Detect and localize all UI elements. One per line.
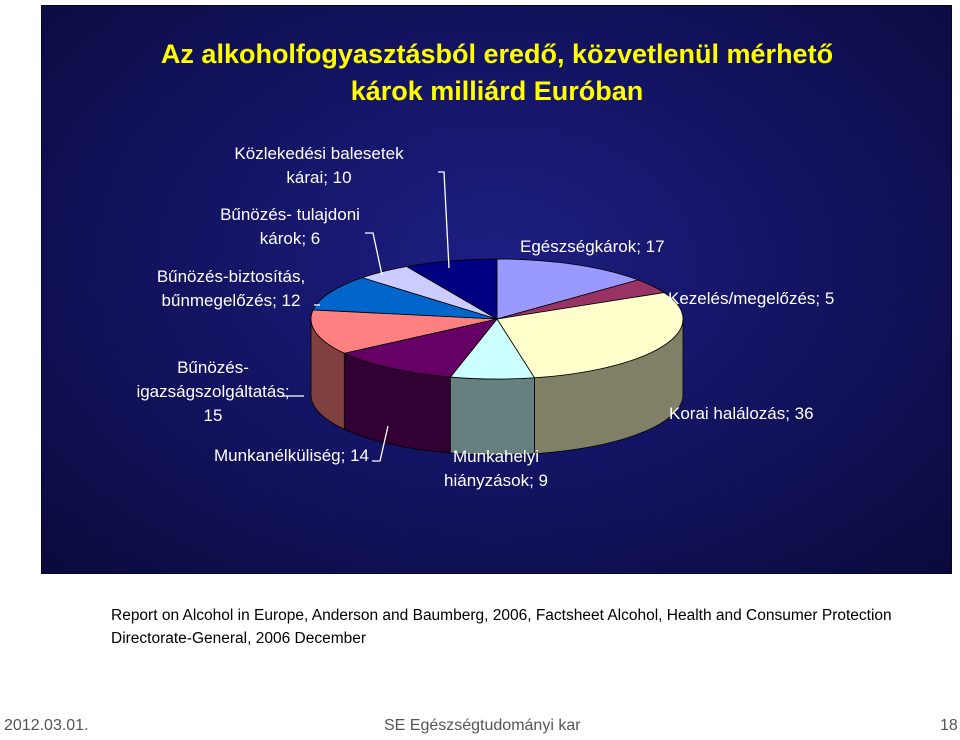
footer-center-text: SE Egészségtudományi kar: [384, 717, 581, 734]
chart-panel: [41, 5, 952, 574]
pie-side-3: [450, 377, 534, 455]
label-egeszseg: Egészségkárok; 17: [520, 237, 665, 256]
label-munkanelkuli: Munkanélküliség; 14: [214, 446, 369, 465]
label-igazsag: Bűnözés-igazságszolgáltatás; 15: [136, 358, 290, 425]
pie-top: [311, 259, 683, 379]
chart-title-line-2: károk milliárd Euróban: [350, 76, 644, 106]
label-kozlekedes: Közlekedési balesetek kárai; 10: [234, 144, 404, 187]
leader-line-1: [365, 233, 382, 275]
label-tulajdoni: Bűnözés- tulajdoni károk; 6: [220, 205, 360, 248]
label-munkahelyi: Munkahelyi hiányzások; 9: [444, 447, 548, 490]
label-biztositas: Bűnözés-biztosítás, bűnmegelőzés; 12: [156, 267, 306, 310]
source-citation: Report on Alcohol in Europe, Anderson and Baumberg, 2006, Factsheet Alcohol, Health and Consumer Protection Directorate-General, 2006 December: [111, 607, 892, 647]
pie-chart: [42, 6, 951, 573]
chart-title-line-1: Az alkoholfogyasztásból eredő, közvetlenül mérhető: [160, 39, 834, 69]
footer-date: 2012.03.01.: [4, 717, 89, 734]
label-korai: Korai halálozás; 36: [669, 404, 814, 423]
label-kezeles: Kezelés/megelőzés; 5: [668, 289, 835, 308]
leader-line-0: [438, 172, 449, 268]
page-number: 18: [940, 717, 958, 734]
